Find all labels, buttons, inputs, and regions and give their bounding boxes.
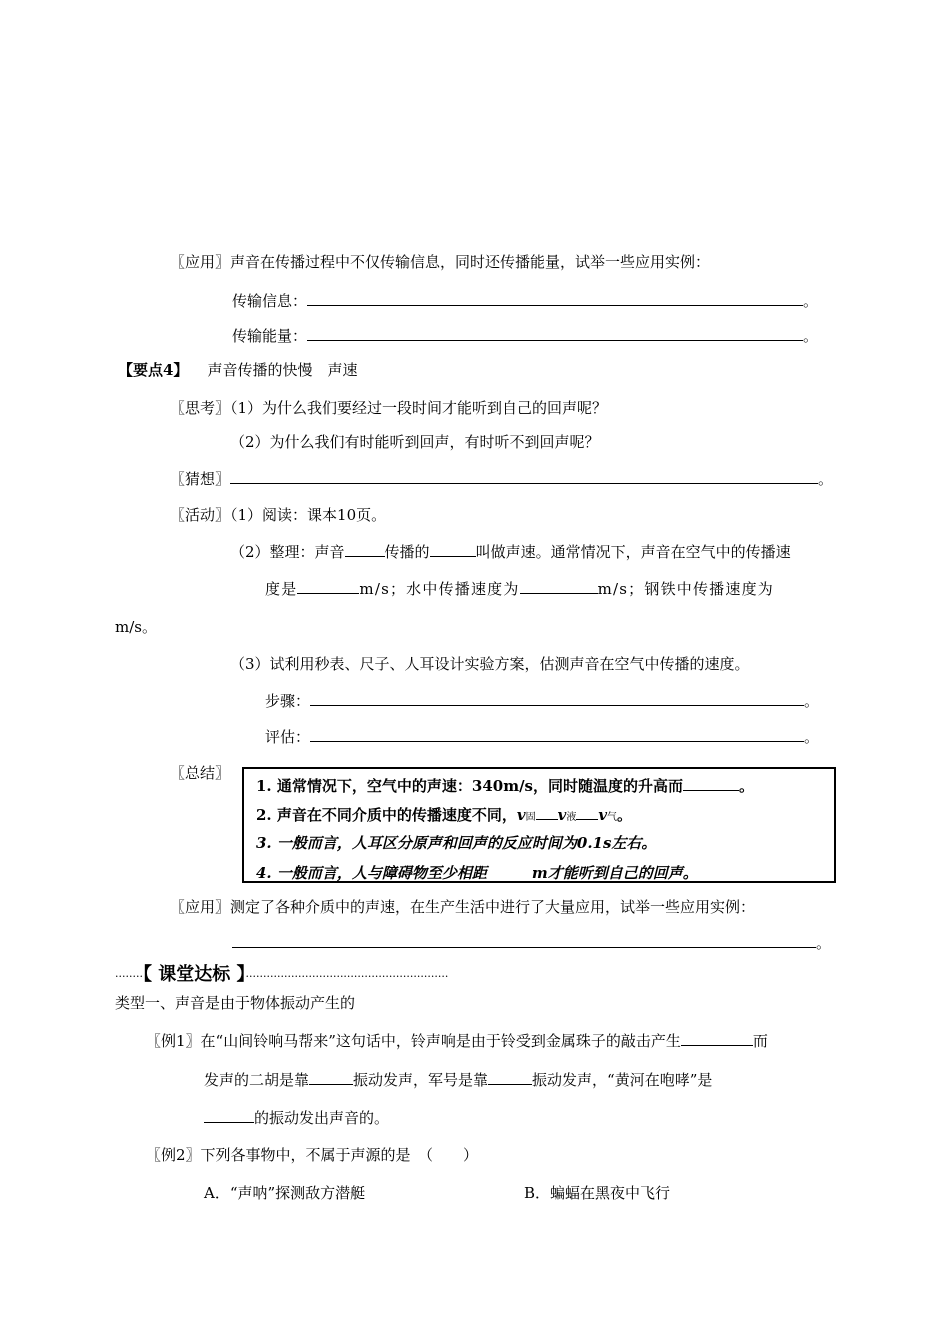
text: 。 (617, 806, 633, 824)
info-line (232, 290, 818, 311)
period: 。 (804, 728, 820, 746)
info-blank[interactable] (307, 290, 803, 306)
blank-air-speed[interactable] (297, 578, 359, 594)
activity-tag: 〖活动〗 (170, 506, 231, 524)
apply2-tag: 〖应用〗 (170, 898, 231, 916)
think-line-2 (230, 432, 600, 452)
think-q1: （1）为什么我们要经过一段时间才能听到自己的回声呢？ (230, 399, 608, 417)
eval-label: 评估： (265, 728, 311, 746)
text: 发声的二胡是靠 (204, 1071, 310, 1089)
blank-temp[interactable] (683, 775, 739, 791)
point4-tag: 【要点4】 (118, 361, 189, 379)
apply2-text: 测定了各种介质中的声速，在生产生活中进行了大量应用，试举一些应用实例： (230, 898, 756, 916)
text: 而 (752, 1032, 768, 1050)
text: m/s。 (115, 618, 157, 636)
period: 。 (818, 470, 834, 488)
activity-line-3 (265, 578, 774, 599)
think-q2: （2）为什么我们有时能听到回声，有时听不到回声呢？ (230, 433, 600, 451)
steps-blank[interactable] (310, 690, 804, 706)
summary-row-3: 3. 一般而言，人耳区分原声和回声的反应时间为0.1s左右。 (256, 834, 657, 852)
activity-line-5 (230, 654, 750, 674)
text: 振动发声，军号是靠 (353, 1071, 489, 1089)
period: 。 (816, 934, 832, 952)
steps-label: 步骤： (265, 692, 311, 710)
apply2-blank-line (232, 932, 831, 953)
ex2-option-a[interactable]: A．“声呐”探测敌方潜艇 (204, 1184, 366, 1202)
text: 。 (739, 777, 755, 795)
type1-line: 类型一、声音是由于物体振动产生的 (115, 994, 356, 1012)
blank-ex1-2[interactable] (309, 1069, 353, 1085)
blank-distance[interactable] (430, 541, 476, 557)
text: 在“山间铃响马帮来”这句话中，铃声响是由于铃受到金属珠子的敲击产生 (200, 1032, 681, 1050)
ex1-line-2 (204, 1069, 712, 1090)
think-tag: 〖思考〗 (170, 399, 231, 417)
blank-ex1-1[interactable] (681, 1030, 753, 1046)
activity-a1: （1）阅读：课本10页。 (230, 506, 387, 524)
summary-tag: 〖总结〗 (170, 764, 231, 782)
text: 叫做声速。通常情况下，声音在空气中的传播速 (475, 543, 791, 561)
guess-blank[interactable] (230, 468, 818, 484)
blank-water-speed[interactable] (520, 578, 598, 594)
summary-row-1 (256, 775, 754, 796)
think-line-1 (170, 398, 607, 418)
ex1-line-1 (146, 1030, 768, 1051)
text: 振动发声，“黄河在咆哮”是 (532, 1071, 713, 1089)
text: m/s；水中传播速度为 (359, 580, 520, 598)
apply2-blank[interactable] (232, 932, 816, 948)
blank-sound-medium[interactable] (345, 541, 385, 557)
energy-blank[interactable] (307, 325, 803, 341)
ex2-option-b[interactable]: B．蝙蝠在黑夜中飞行 (524, 1184, 671, 1202)
guess-line (170, 468, 833, 489)
summary-box (242, 767, 836, 883)
sub-solid: 固 (525, 812, 536, 823)
blank-ex1-3[interactable] (488, 1069, 532, 1085)
activity-line-2 (230, 541, 791, 562)
dots-left: ········ (115, 970, 143, 983)
apply2-line (170, 897, 755, 917)
point4-heading (118, 360, 358, 380)
text: 度是 (265, 580, 298, 598)
blank-cmp-2[interactable] (576, 804, 598, 820)
v-symbol: v (557, 806, 567, 824)
ex2-tag: 〖例2〗 (146, 1146, 201, 1164)
ex1-line-3 (204, 1107, 389, 1128)
summary-row-4: 4. 一般而言，人与障碍物至少相距 m才能听到自己的回声。 (256, 864, 698, 882)
apply-text: 声音在传播过程中不仅传输信息，同时还传播能量，试举一些应用实例： (230, 253, 711, 271)
activity-line-1 (170, 505, 386, 525)
steps-line (265, 690, 819, 711)
info-label: 传输信息： (232, 292, 308, 310)
period: 。 (803, 327, 819, 345)
ex2-text: 下列各事物中，不属于声源的是 （ ） (200, 1146, 479, 1164)
text: （2）整理：声音 (230, 543, 345, 561)
text: 2. 声音在不同介质中的传播速度不同， (256, 806, 517, 824)
text: 的振动发出声音的。 (254, 1109, 390, 1127)
eval-blank[interactable] (310, 726, 804, 742)
eval-line (265, 726, 819, 747)
activity-line-4 (115, 617, 157, 637)
class-test-heading (115, 963, 448, 989)
v-symbol: v (598, 806, 608, 824)
sub-gas: 气 (607, 812, 618, 823)
point4-title: 声音传播的快慢 声速 (207, 361, 358, 379)
ex2-line (146, 1145, 478, 1165)
sub-liquid: 液 (566, 812, 577, 823)
text: 传播的 (384, 543, 430, 561)
energy-line (232, 325, 818, 346)
apply-line (170, 252, 710, 272)
apply-tag: 〖应用〗 (170, 253, 231, 271)
class-test-title: 【 课堂达标 】 (142, 964, 246, 985)
text: m/s；钢铁中传播速度为 (597, 580, 774, 598)
activity-a3: （3）试利用秒表、尺子、人耳设计实验方案，估测声音在空气中传播的速度。 (230, 655, 750, 673)
blank-cmp-1[interactable] (536, 804, 558, 820)
period: 。 (804, 692, 820, 710)
text: 1. 通常情况下，空气中的声速：340m/s，同时随温度的升高而 (256, 777, 683, 795)
energy-label: 传输能量： (232, 327, 308, 345)
v-symbol: v (516, 806, 526, 824)
ex1-tag: 〖例1〗 (146, 1032, 201, 1050)
period: 。 (803, 292, 819, 310)
blank-ex1-4[interactable] (204, 1107, 254, 1123)
dots-right: ·························································· (245, 970, 449, 983)
guess-tag: 〖猜想〗 (170, 470, 231, 488)
summary-row-2 (256, 804, 632, 828)
